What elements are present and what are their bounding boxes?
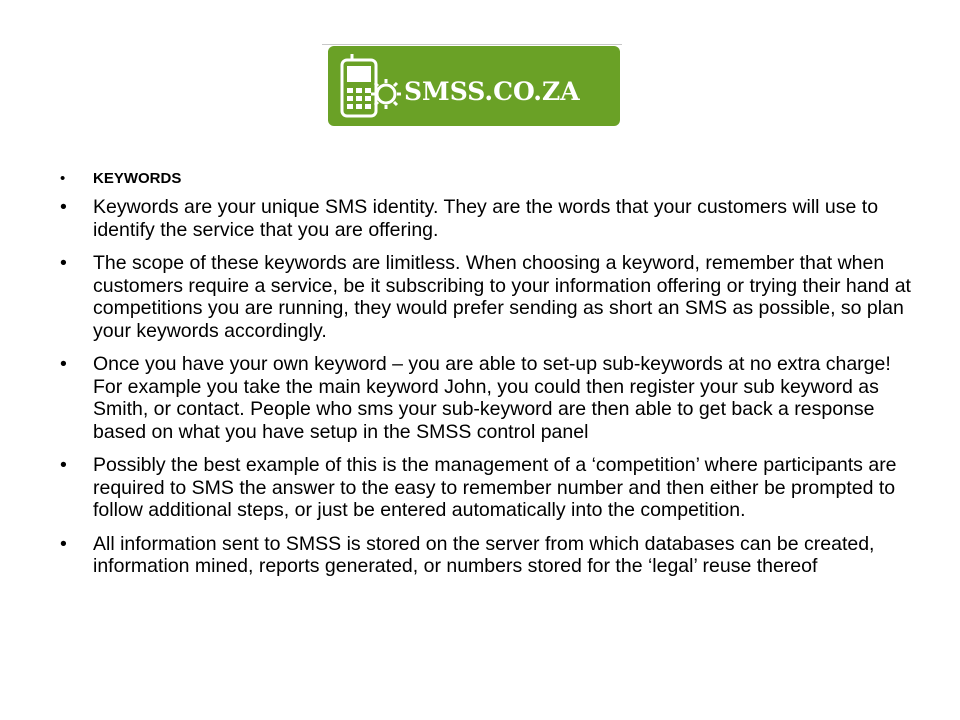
- bullet-icon: •: [60, 170, 66, 187]
- list-item: [0, 454, 960, 522]
- paragraph-text: All information sent to SMSS is stored on the server from which databases can be created, information mined, reports generated, or numbers stored for the ‘legal’ reuse thereof: [93, 532, 875, 577]
- top-divider: [322, 44, 622, 45]
- paragraph-text: The scope of these keywords are limitless. When choosing a keyword, remember that when customers require a service, be it subscribing to your information offering or trying their hand at competitions you are running, they would prefer sending as short an SMS as possible, so plan your keywords accordingly.: [93, 252, 911, 342]
- bullet-icon: •: [60, 532, 67, 555]
- list-item: [0, 196, 960, 241]
- smss-logo: [328, 46, 620, 126]
- bullet-icon: •: [60, 196, 67, 218]
- bullet-icon: •: [60, 454, 67, 476]
- bullet-icon: •: [60, 252, 67, 274]
- paragraph-text: Possibly the best example of this is the management of a ‘competition’ where participants are required to SMS the answer to the easy to remember number and then either be prompted to follow additional steps, or just be entered automatically into the competition.: [93, 454, 897, 521]
- list-item: [0, 252, 960, 342]
- bullet-icon: •: [60, 353, 67, 375]
- keywords-heading: KEYWORDS: [93, 170, 182, 187]
- list-item: [0, 353, 960, 443]
- paragraph-text: Once you have your own keyword – you are able to set-up sub-keywords at no extra charge! For example you take the main keyword John, you could then register your sub keyword as Smith, or contact. People who sms your sub-keyword are then able to get back a response based on what you have setup in the SMSS control panel: [93, 353, 891, 443]
- list-item-heading: [0, 168, 960, 190]
- list-item: [0, 533, 960, 578]
- bullet-list: [0, 168, 960, 589]
- logo-text: SMSS.CO.ZA: [404, 77, 580, 106]
- paragraph-text: Keywords are your unique SMS identity. They are the words that your customers will use to identify the service that you are offering.: [93, 196, 879, 241]
